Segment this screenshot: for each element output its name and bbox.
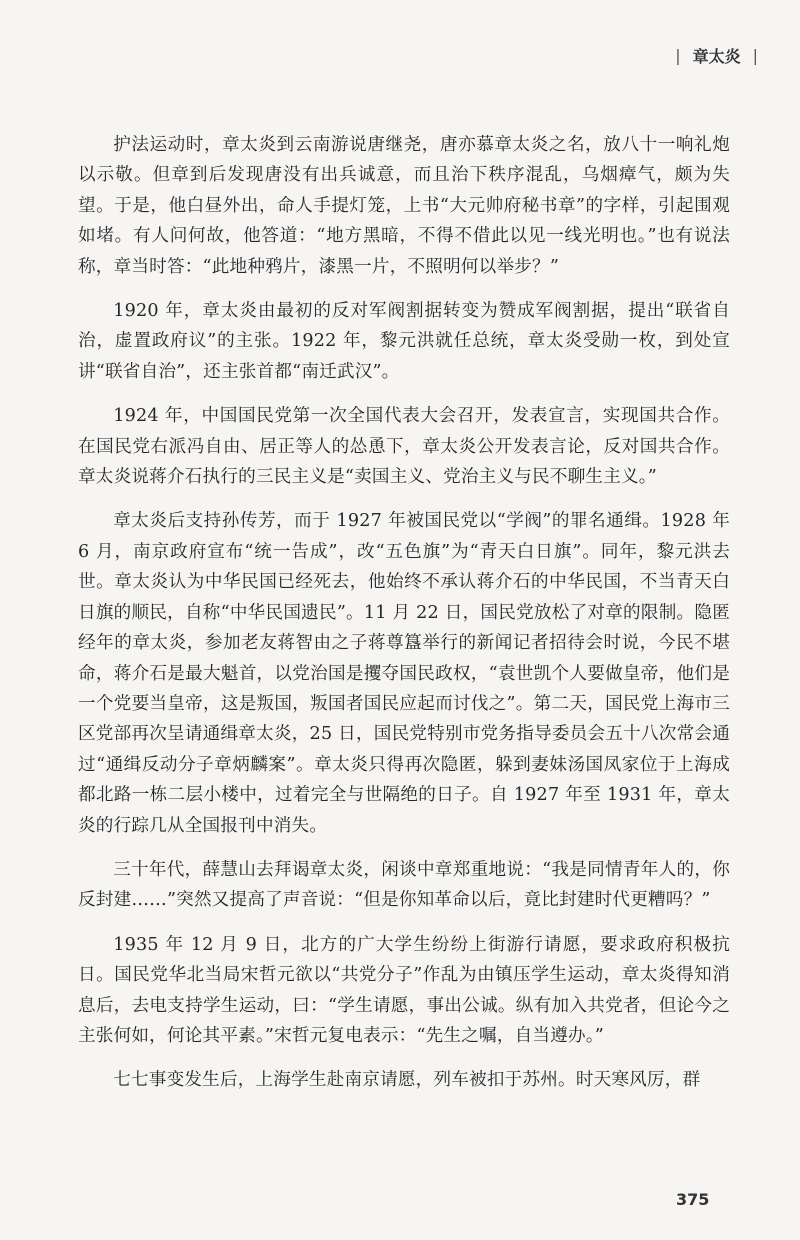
paragraph: 1924 年，中国国民党第一次全国代表大会召开，发表宣言，实现国共合作。在国民党右派冯自由、居正等人的怂恿下，章太炎公开发表言论，反对国共合作。章太炎说蒋介石执行的三民主义是“卖国主义、党治主义与民不聊生主义。” (78, 406, 730, 488)
paragraph: 护法运动时，章太炎到云南游说唐继尧，唐亦慕章太炎之名，放八十一响礼炮以示敬。但章到后发现唐没有出兵诚意，而且治下秩序混乱，乌烟瘴气，颇为失望。于是，他白昼外出，命人手提灯笼，上书“大元帅府秘书章”的字样，引起围观如堵。有人问何故，他答道：“地方黑暗，不得不借此以见一线光明也。”也有说法称，章当时答：“此地种鸦片，漆黑一片，不照明何以举步？” (78, 135, 730, 277)
paragraph: 七七事变发生后，上海学生赴南京请愿，列车被扣于苏州。时天寒风厉，群 (113, 1070, 701, 1091)
paragraph: 章太炎后支持孙传芳，而于 1927 年被国民党以“学阀”的罪名通缉。1928 年 6 月，南京政府宣布“统一告成”，改“五色旗”为“青天白日旗”。同年，黎元洪去世。章太炎认为中华民国已经死去，他始终不承认蒋介石的中华民国，不当青天白日旗的顺民，自称“中华民国遗民”。11 月 22 日，国民党放松了对章的限制。隐匿经年的章太炎，参加老友蒋智由之子蒋尊簋举行的新闻记者招待会时说，今民不堪命，蒋介石是最大魁首，以党治国是攫夺国民政权，“袁世凯个人要做皇帝，他们是一个党要当皇帝，这是叛国，叛国者国民应起而讨伐之”。第二天，国民党上海市三区党部再次呈请通缉章太炎，25 日，国民党特别市党务指导委员会五十八次常会通过“通缉反动分子章炳麟案”。章太炎只得再次隐匿，躲到妻妹汤国凤家位于上海成都北路一栋二层小楼中，过着完全与世隔绝的日子。自 1927 年至 1931 年，章太炎的行踪几从全国报刊中消失。 (78, 511, 730, 836)
chapter-title: 章太炎 (692, 47, 741, 66)
body-text (78, 130, 730, 1110)
paragraph: 1935 年 12 月 9 日，北方的广大学生纷纷上街游行请愿，要求政府积极抗日。国民党华北当局宋哲元欲以“共党分子”作乱为由镇压学生运动，章太炎得知消息后，去电支持学生运动，曰：“学生请愿，事出公诚。纵有加入共党者，但论今之主张何如，何论其平素。”宋哲元复电表示：“先生之嘱，自当遵办。” (78, 934, 730, 1046)
page-number: 375 (676, 1190, 710, 1209)
paragraph: 1920 年，章太炎由最初的反对军阀割据转变为赞成军阀割据，提出“联省自治，虚置政府议”的主张。1922 年，黎元洪就任总统，章太炎受勋一枚，到处宣讲“联省自治”，还主张首都“南迁武汉”。 (78, 301, 730, 382)
header-divider-left: | (675, 46, 681, 65)
paragraph: 三十年代，薛慧山去拜谒章太炎，闲谈中章郑重地说：“我是同情青年人的，你反封建……”突然又提高了声音说：“但是你知革命以后，竟比封建时代更糟吗？” (78, 859, 730, 911)
header-divider-right: | (752, 46, 758, 65)
running-header (675, 44, 758, 67)
